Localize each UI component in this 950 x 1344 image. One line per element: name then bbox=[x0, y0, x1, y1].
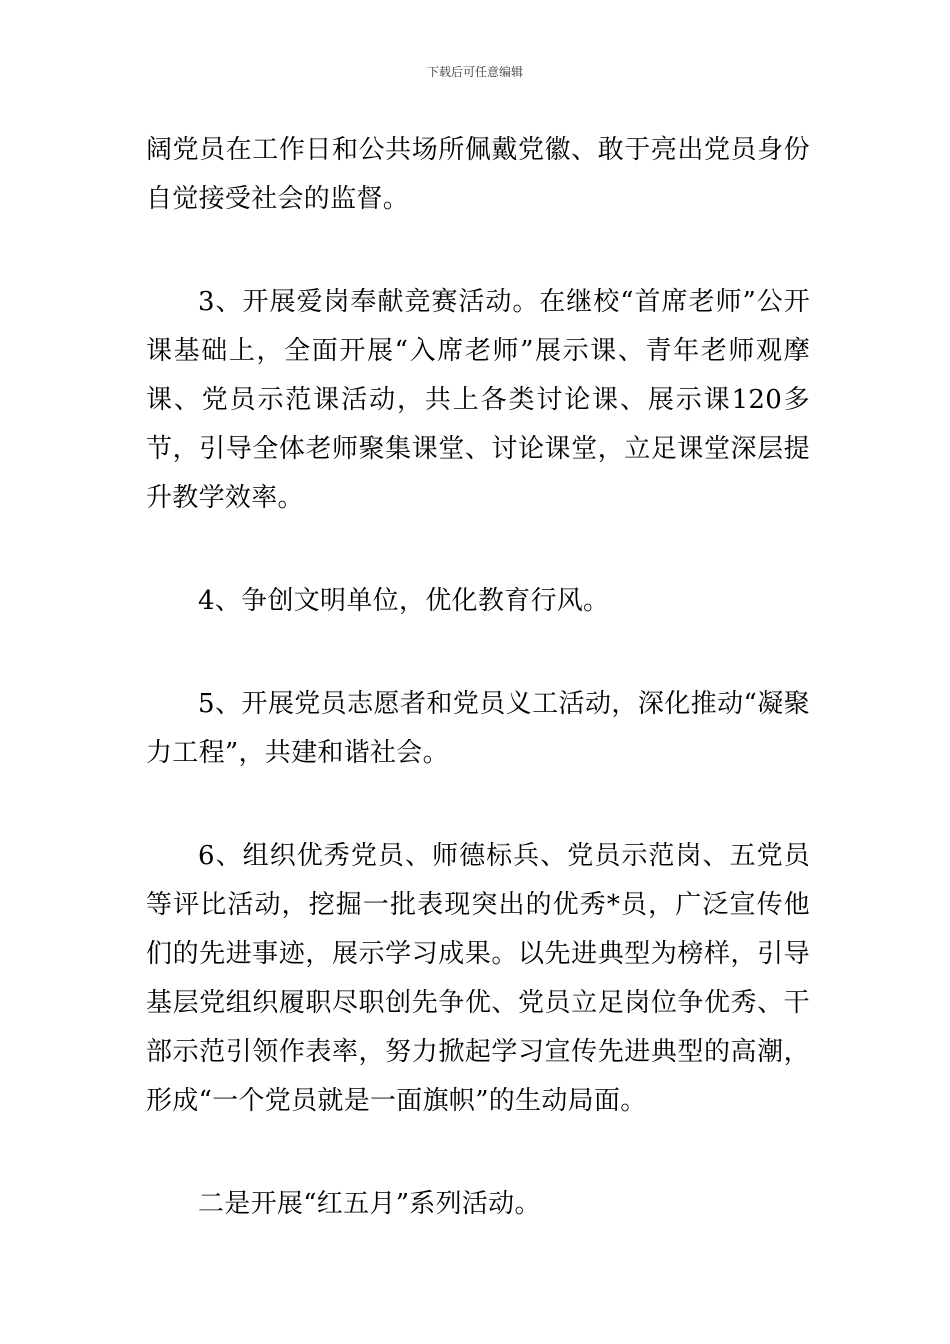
paragraph-gap bbox=[146, 778, 810, 832]
paragraph-gap bbox=[146, 224, 810, 278]
paragraph-item-6: 6、组织优秀党员、师德标兵、党员示范岗、五党员等评比活动，挖掘一批表现突出的优秀*员，广泛宣传他们的先进事迹，展示学习成果。以先进典型为榜样，引导基层党组织履职尽职创先争优、党员立足岗位争优秀、干部示范引领作表率，努力掀起学习宣传先进典型的高潮，形成“一个党员就是一面旗帜”的生动局面。 bbox=[146, 841, 810, 1116]
paragraph-party-badge: 阔党员在工作日和公共场所佩戴党徽、敢于亮出党员身份自觉接受社会的监督。 bbox=[146, 135, 810, 214]
paragraph-gap bbox=[146, 523, 810, 577]
paragraph-gap bbox=[146, 1126, 810, 1180]
page-header: 下载后可任意编辑 bbox=[426, 65, 523, 79]
paragraph-item-5: 5、开展党员志愿者和党员义工活动，深化推动“凝聚力工程”，共建和谐社会。 bbox=[146, 689, 810, 768]
paragraph-gap bbox=[146, 626, 810, 680]
paragraph-item-4: 4、争创文明单位，优化教育行风。 bbox=[198, 586, 610, 616]
paragraph-red-may: 二是开展“红五月”系列活动。 bbox=[198, 1189, 541, 1219]
paragraph-item-3: 3、开展爱岗奉献竞赛活动。在继校“首席老师”公开课基础上，全面开展“入席老师”展示课、青年老师观摩课、党员示范课活动，共上各类讨论课、展示课120多节，引导全体老师聚集课堂、讨论课堂，立足课堂深层提升教学效率。 bbox=[146, 287, 810, 513]
document-body bbox=[146, 126, 810, 1229]
